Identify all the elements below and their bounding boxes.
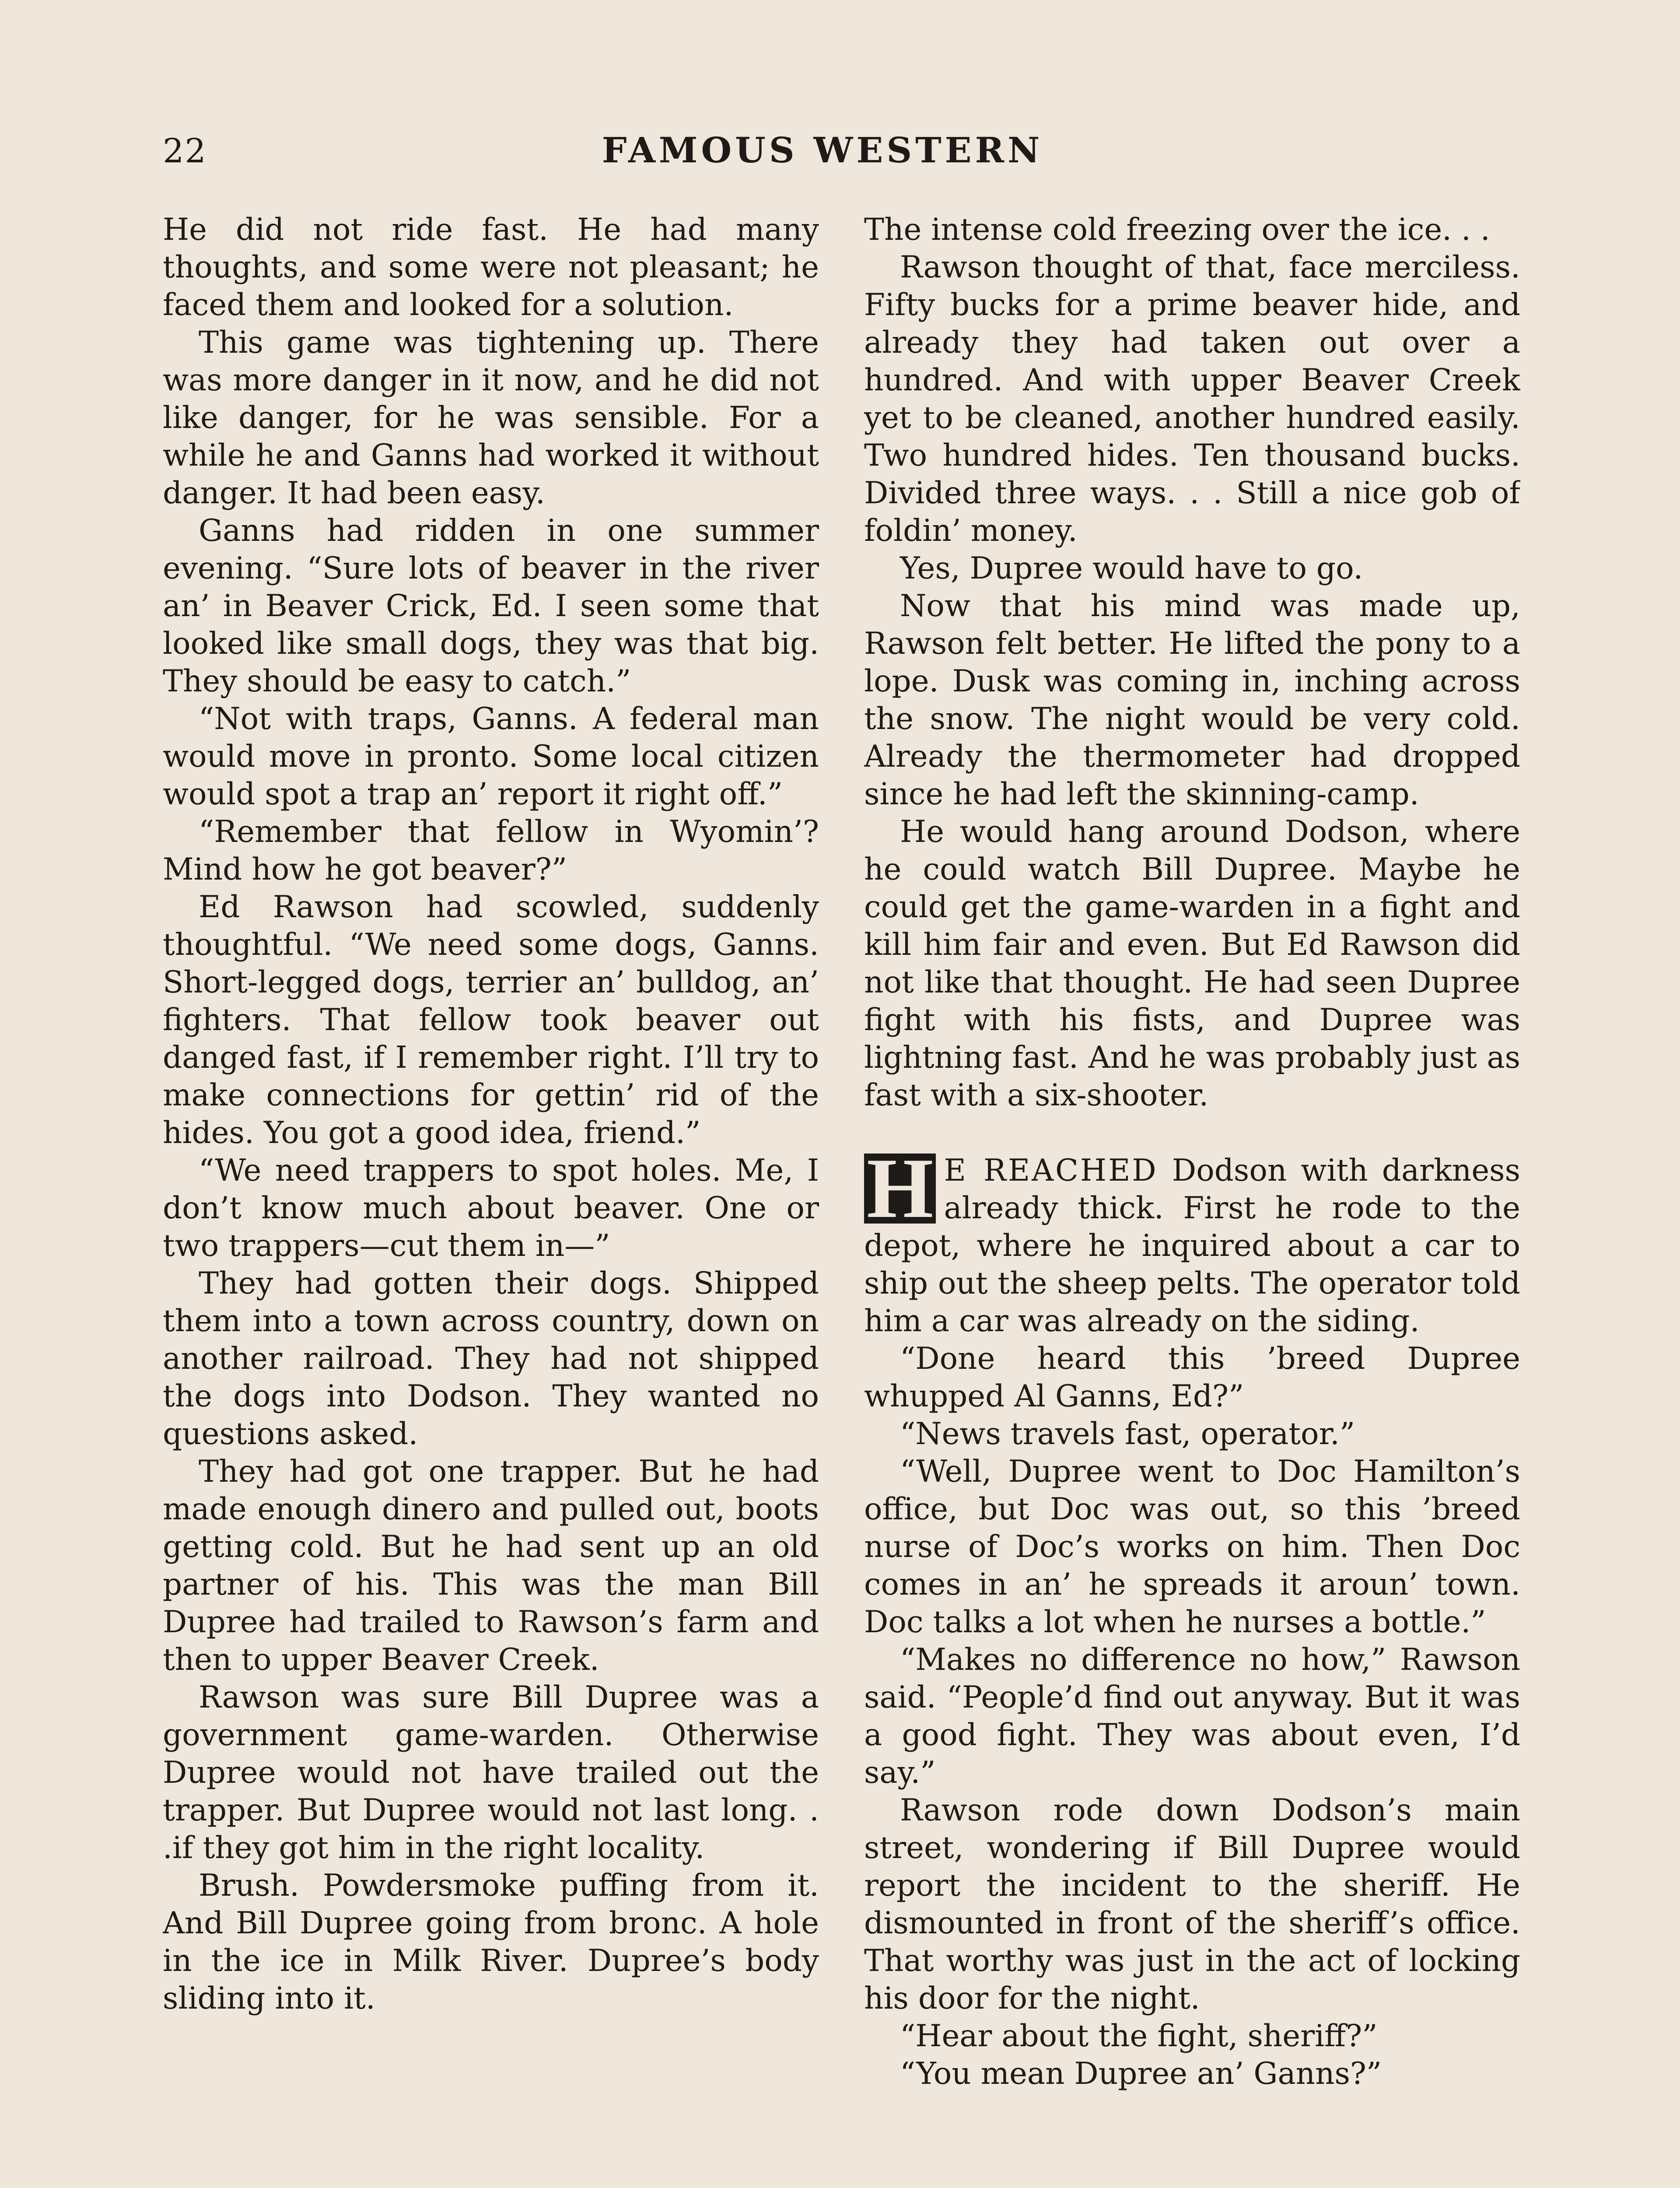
paragraph: “You mean Dupree an’ Ganns?” xyxy=(900,2056,1382,2091)
paragraph: Brush. Powdersmoke puffing from it. And Bill Dupree going from bronc. A hole in the ice in Milk River. Dupree’s body sliding into it. xyxy=(163,1868,819,2016)
paragraph: This game was tightening up. There was more danger in it now, and he did not like danger, for he was sensible. For a while he and Ganns had worked it without danger. It had been easy. xyxy=(163,325,819,511)
paragraph: “Makes no difference no how,” Rawson said. “People’d find out anyway. But it was a good fight. They was about even, I’d say.” xyxy=(864,1642,1520,1790)
lead-text: Dodson with darkness already thick. First he rode to the depot, where he inquired about a car to ship out the sheep pelts. The operator told him a car was already on the siding. xyxy=(864,1153,1520,1339)
paragraph: “Hear about the fight, sheriff?” xyxy=(900,2019,1378,2054)
paragraph: He would hang around Dodson, where he could watch Bill Dupree. Maybe he could get the game-warden in a fight and kill him fair and even. But Ed Rawson did not like that thought. He had seen Dupree fight with his fists, and Dupree was lightning fast. And he was probably just as fast with a six-shooter. xyxy=(864,814,1520,1113)
page-number: 22 xyxy=(163,131,207,170)
paragraph: Rawson thought of that, face merciless. Fifty bucks for a prime beaver hide, and already they had taken out over a hundred. And with upper Beaver Creek yet to be cleaned, another hundred easily. Two hundred hides. Ten thousand bucks. Divided three ways. . . Still a nice gob of foldin’ money. xyxy=(864,250,1520,548)
paragraph: “News travels fast, operator.” xyxy=(900,1417,1355,1452)
paragraph: He did not ride fast. He had many thoughts, and some were not pleasant; he faced them and looked for a solution. xyxy=(163,212,819,323)
running-title: FAMOUS WESTERN xyxy=(602,130,1043,171)
paragraph: “We need trappers to spot holes. Me, I don’t know much about beaver. One or two trappers—cut them in—” xyxy=(163,1153,819,1263)
paragraph: Now that his mind was made up, Rawson felt better. He lifted the pony to a lope. Dusk was coming in, inching across the snow. The night would be very cold. Already the thermometer had dropped since he had left the skinning-camp. xyxy=(864,589,1520,812)
right-text-column xyxy=(864,211,1520,2188)
continuation-paragraph: The intense cold freezing over the ice. . . xyxy=(864,212,1490,247)
paragraph: Ganns had ridden in one summer evening. “Sure lots of beaver in the river an’ in Beaver Crick, Ed. I seen some that looked like small dogs, they was that big. They should be easy to catch.” xyxy=(163,513,819,699)
paragraph: “Well, Dupree went to Doc Hamilton’s office, but Doc was out, so this ’breed nurse of Doc’s works on him. Then Doc comes in an’ he spreads it aroun’ town. Doc talks a lot when he nurses a bottle.” xyxy=(864,1454,1520,1640)
paragraph: “Not with traps, Ganns. A federal man would move in pronto. Some local citizen would spot a trap an’ report it right off.” xyxy=(163,701,819,812)
drop-cap: H xyxy=(864,1154,936,1224)
section-opening-paragraph xyxy=(864,1141,1520,1340)
left-text-column xyxy=(163,211,819,2188)
paragraph: They had gotten their dogs. Shipped them into a town across country, down on another railroad. They had not shipped the dogs into Dodson. They wanted no questions asked. xyxy=(163,1266,819,1452)
paragraph: “Done heard this ’breed Dupree whupped Al Ganns, Ed?” xyxy=(864,1341,1520,1414)
paragraph: They had got one trapper. But he had made enough dinero and pulled out, boots getting cold. But he had sent up an old partner of his. This was the man Bill Dupree had trailed to Rawson’s farm and then to upper Beaver Creek. xyxy=(163,1454,819,1677)
paragraph: Ed Rawson had scowled, suddenly thoughtful. “We need some dogs, Ganns. Short-legged dogs, terrier an’ bulldog, an’ fighters. That fellow took beaver out danged fast, if I remember right. I’ll try to make connections for gettin’ rid of the hides. You got a good idea, friend.” xyxy=(163,890,819,1150)
paragraph: Rawson rode down Dodson’s main street, wondering if Bill Dupree would report the incident to the sheriff. He dismounted in front of the sheriff’s office. That worthy was just in the act of locking his door for the night. xyxy=(864,1793,1520,2016)
lead-caps: E REACHED xyxy=(944,1153,1158,1188)
paragraph: “Remember that fellow in Wyomin’? Mind how he got beaver?” xyxy=(163,814,819,887)
paragraph: Rawson was sure Bill Dupree was a government game-warden. Otherwise Dupree would not have trailed out the trapper. But Dupree would not last long. . .if they got him in the right locality. xyxy=(163,1680,819,1865)
paragraph: Yes, Dupree would have to go. xyxy=(900,551,1363,586)
